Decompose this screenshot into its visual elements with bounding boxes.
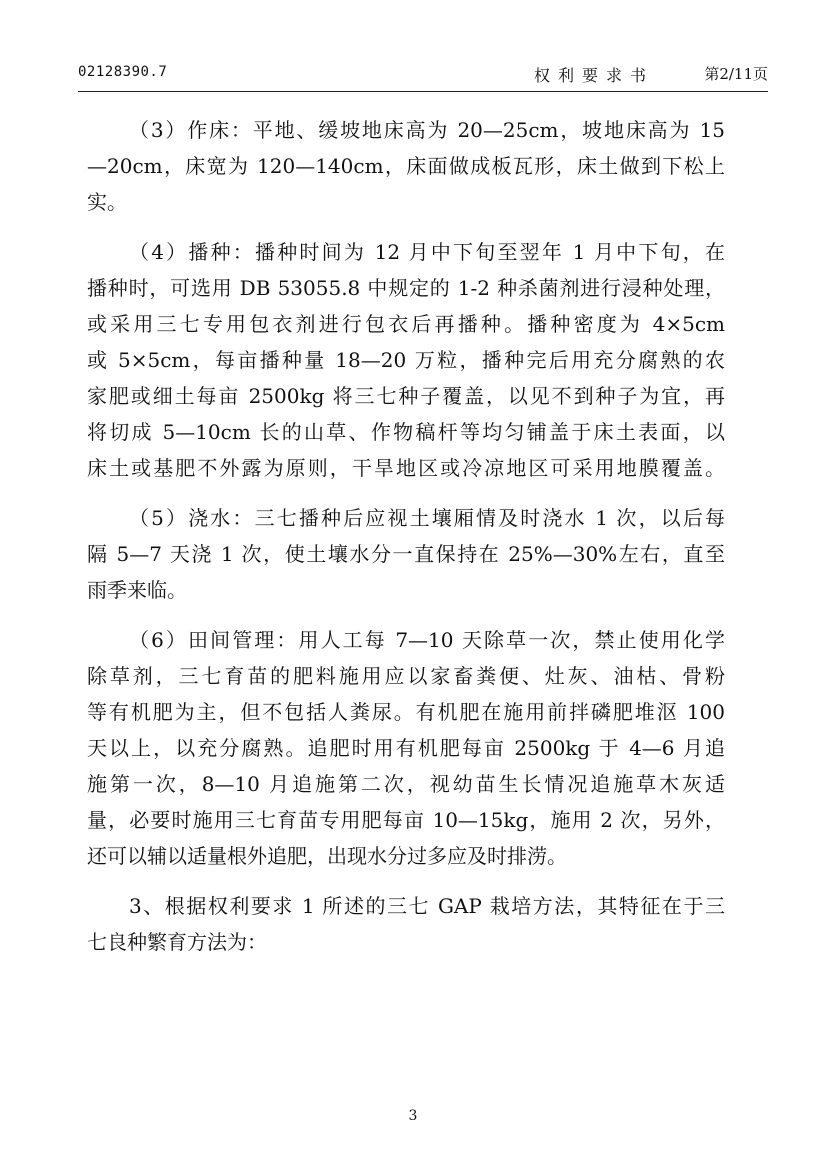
- page-number: 3: [408, 1108, 418, 1124]
- text-line: 将切成 5—10cm 长的山草、作物稿杆等均匀铺盖于床土表面，以: [87, 420, 725, 444]
- text-line: 播种时，可选用 DB 53055.8 中规定的 1-2 种杀菌剂进行浸种处理，: [87, 276, 725, 300]
- text-line: 隔 5—7 天浇 1 次，使土壤水分一直保持在 25%—30%左右，直至: [87, 542, 725, 566]
- text-line: 雨季来临。: [87, 578, 187, 602]
- text-line: 七良种繁育方法为：: [87, 930, 267, 954]
- page-index: 第2/11页: [704, 65, 768, 83]
- text-line: 天以上，以充分腐熟。追肥时用有机肥每亩 2500kg 于 4—6 月追: [87, 736, 725, 760]
- text-line: 或 5×5cm，每亩播种量 18—20 万粒，播种完后用充分腐熟的农: [87, 348, 725, 372]
- text-line: （6）田间管理：用人工每 7—10 天除草一次，禁止使用化学: [129, 628, 725, 652]
- text-line: 量，必要时施用三七育苗专用肥每亩 10—15kg，施用 2 次，另外，: [87, 808, 725, 832]
- text-line: 实。: [87, 190, 127, 214]
- claims-body: [87, 112, 725, 960]
- text-line: 还可以辅以适量根外追肥，出现水分过多应及时排涝。: [87, 844, 567, 868]
- text-line: 或采用三七专用包衣剂进行包衣后再播种。播种密度为 4×5cm: [87, 312, 725, 336]
- document-type: 权利要求书: [534, 66, 655, 85]
- text-line: 除草剂，三七育苗的肥料施用应以家畜粪便、灶灰、油枯、骨粉: [87, 664, 725, 688]
- text-line: 施第一次，8—10 月追施第二次，视幼苗生长情况追施草木灰适: [87, 772, 725, 796]
- text-line: 家肥或细土每亩 2500kg 将三七种子覆盖，以见不到种子为宜，再: [87, 384, 725, 408]
- text-line: （5）浇水：三七播种后应视土壤厢情及时浇水 1 次，以后每: [129, 506, 725, 530]
- text-line: 床土或基肥不外露为原则，干旱地区或冷凉地区可采用地膜覆盖。: [87, 456, 725, 480]
- text-line: 3、根据权利要求 1 所述的三七 GAP 栽培方法，其特征在于三: [129, 894, 725, 918]
- page-header: [78, 58, 768, 92]
- text-line: 等有机肥为主，但不包括人粪尿。有机肥在施用前拌磷肥堆沤 100: [87, 700, 725, 724]
- text-line: （3）作床：平地、缓坡地床高为 20—25cm，坡地床高为 15: [129, 118, 725, 142]
- text-line: —20cm，床宽为 120—140cm，床面做成板瓦形，床土做到下松上: [87, 154, 725, 178]
- text-line: （4）播种：播种时间为 12 月中下旬至翌年 1 月中下旬，在: [129, 240, 725, 264]
- document-number: 02128390.7: [78, 64, 168, 80]
